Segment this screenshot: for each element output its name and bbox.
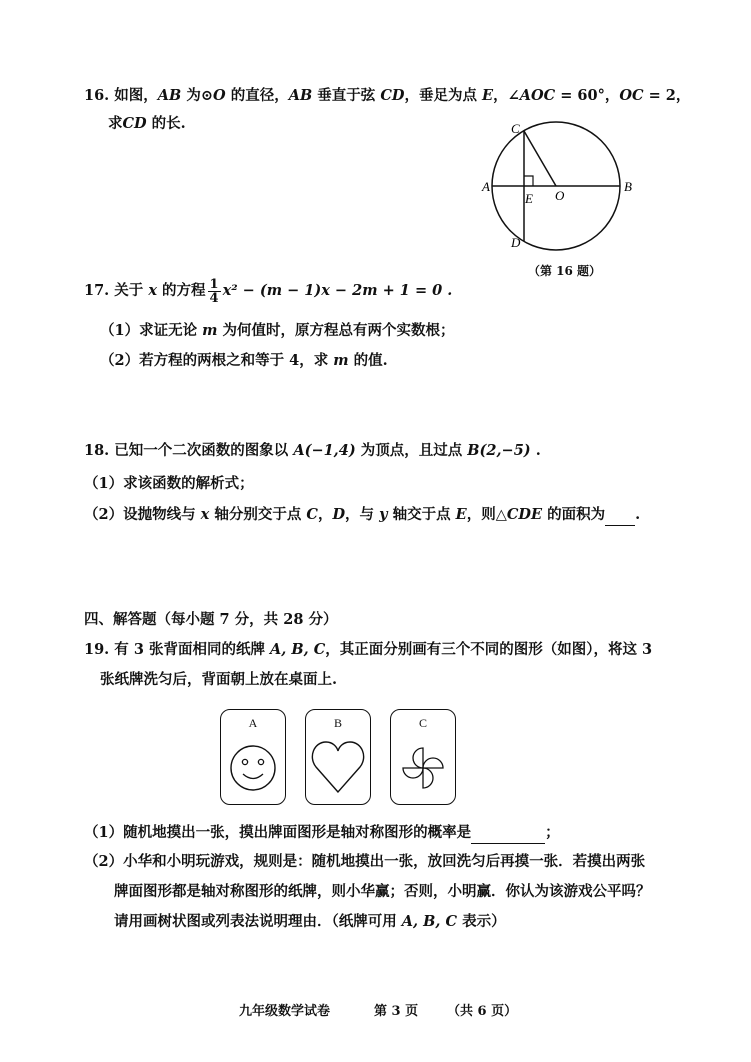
q18-text: . bbox=[530, 442, 541, 459]
q18-text: ， bbox=[317, 506, 333, 523]
footer-total-pages: （共 6 页） bbox=[447, 1004, 518, 1019]
smiley-face-icon bbox=[221, 710, 287, 806]
q17-var-m: m bbox=[333, 352, 349, 369]
q16-var-o: O bbox=[213, 87, 226, 104]
q16-line2 bbox=[108, 114, 186, 134]
card-a bbox=[220, 709, 286, 805]
q18-var-e: E bbox=[455, 506, 467, 523]
card-c bbox=[390, 709, 456, 805]
q18-line1 bbox=[84, 441, 541, 461]
q16-var-aoc: AOC bbox=[519, 87, 556, 104]
card-c-label: C bbox=[418, 716, 427, 730]
fraction-denominator: 4 bbox=[209, 290, 219, 306]
q16-text: 的直径， bbox=[225, 87, 289, 104]
q17-var-x: x bbox=[148, 282, 157, 299]
q18-var-c: C bbox=[306, 506, 318, 523]
q17-text: 的方程 bbox=[156, 282, 206, 299]
segment-oc bbox=[524, 131, 556, 186]
q18-var-x: x bbox=[200, 506, 210, 523]
q18-var-cde: CDE bbox=[506, 506, 543, 523]
q16-var-ab: AB bbox=[288, 87, 313, 104]
q18-text: 轴交于点 bbox=[387, 506, 456, 523]
q16-var-oc: OC bbox=[619, 87, 644, 104]
q17-equation: x² − (m − 1)x − 2m + 1 = 0 . bbox=[222, 282, 453, 299]
heart-icon bbox=[306, 710, 372, 806]
card-b-label: B bbox=[333, 716, 342, 730]
label-d: D bbox=[511, 235, 521, 250]
q17-part2 bbox=[100, 351, 388, 371]
q18-text: . bbox=[635, 506, 641, 523]
q18-var-d: D bbox=[332, 506, 346, 523]
q17-var-m: m bbox=[202, 322, 218, 339]
q18-answer-blank bbox=[605, 505, 635, 526]
label-e: E bbox=[525, 191, 533, 206]
q18-text: 的面积为 bbox=[542, 506, 606, 523]
q17-text: 的值. bbox=[348, 352, 388, 369]
q17-text: 为何值时，原方程总有两个实数根； bbox=[217, 322, 455, 339]
q19-part2-line2: 牌面图形都是轴对称图形的纸牌，则小华赢；否则，小明赢．你认为该游戏公平吗？ bbox=[114, 883, 651, 900]
q17-fraction bbox=[208, 278, 221, 305]
q16-circle-figure bbox=[478, 118, 648, 260]
q16-line1 bbox=[84, 86, 690, 106]
q18-text: ，与 bbox=[345, 506, 380, 523]
q16-var-ab: AB bbox=[157, 87, 182, 104]
q17-part1 bbox=[100, 321, 455, 341]
q16-text: 垂直于弦 bbox=[312, 87, 381, 104]
section4-heading: 四、解答题（每小题 7 分，共 28 分） bbox=[84, 611, 338, 628]
q19-part2-line3 bbox=[114, 912, 506, 932]
q19-answer-blank bbox=[471, 823, 545, 844]
q16-figure-caption: （第 16 题） bbox=[528, 264, 602, 278]
q18-text: 18. 已知一个二次函数的图象以 bbox=[84, 442, 294, 459]
q19-part1 bbox=[84, 823, 560, 844]
q16-text: = 2， bbox=[643, 87, 691, 104]
label-o: O bbox=[555, 188, 565, 203]
q19-text: 19. 有 3 张背面相同的纸牌 bbox=[84, 641, 271, 658]
q16-text: 的长. bbox=[146, 115, 186, 132]
q19-line2: 张纸牌洗匀后，背面朝上放在桌面上. bbox=[100, 671, 338, 688]
q19-var-abc: A, B, C bbox=[270, 641, 326, 658]
q17-text: 17. 关于 bbox=[84, 282, 149, 299]
footer-page-number: 第 3 页 bbox=[374, 1004, 419, 1019]
q18-text: 为顶点，且过点 bbox=[355, 442, 468, 459]
pinwheel-icon bbox=[391, 710, 457, 806]
label-a: A bbox=[482, 179, 490, 194]
q18-part2 bbox=[84, 505, 640, 526]
q18-point-a: A(−1,4) bbox=[293, 442, 356, 459]
q16-text: 求 bbox=[108, 115, 123, 132]
q19-text: ； bbox=[545, 824, 560, 841]
right-angle-mark bbox=[524, 176, 533, 186]
q16-text: = 60°， bbox=[555, 87, 620, 104]
footer-subject: 九年级数学试卷 bbox=[239, 1004, 331, 1019]
q19-text: （1）随机地摸出一张，摸出牌面图形是轴对称图形的概率是 bbox=[84, 824, 472, 841]
card-b bbox=[305, 709, 371, 805]
q19-text: ，其正面分别画有三个不同的图形（如图），将这 3 bbox=[325, 641, 653, 658]
q18-var-y: y bbox=[379, 506, 388, 523]
q16-text: 为⊙ bbox=[181, 87, 213, 104]
q16-var-cd: CD bbox=[122, 115, 147, 132]
q18-text: （2）设抛物线与 bbox=[84, 506, 201, 523]
q17-text: （1）求证无论 bbox=[100, 322, 203, 339]
q19-text: 表示） bbox=[457, 913, 506, 930]
q18-text: 轴分别交于点 bbox=[209, 506, 307, 523]
q17-text: （2）若方程的两根之和等于 4，求 bbox=[100, 352, 334, 369]
q18-text: ，则△ bbox=[466, 506, 507, 523]
q18-point-b: B(2,−5) bbox=[467, 442, 531, 459]
q16-text: 16. 如图， bbox=[84, 87, 158, 104]
q16-var-cd: CD bbox=[380, 87, 405, 104]
card-a-label: A bbox=[248, 716, 258, 730]
label-b: B bbox=[624, 179, 632, 194]
fraction-numerator: 1 bbox=[209, 276, 219, 292]
q16-text: ，垂足为点 bbox=[404, 87, 483, 104]
q18-part1: （1）求该函数的解析式； bbox=[84, 475, 254, 492]
q19-var-abc: A, B, C bbox=[401, 913, 458, 930]
q16-var-e: E bbox=[482, 87, 494, 104]
q19-text: 请用画树状图或列表法说明理由．（纸牌可用 bbox=[114, 913, 402, 930]
q16-text: ，∠ bbox=[493, 87, 520, 104]
q17-line1 bbox=[84, 276, 452, 306]
q19-part2-line1: （2）小华和小明玩游戏，规则是：随机地摸出一张，放回洗匀后再摸一张．若摸出两张 bbox=[84, 853, 646, 870]
label-c: C bbox=[511, 121, 520, 136]
q19-line1 bbox=[84, 640, 652, 660]
